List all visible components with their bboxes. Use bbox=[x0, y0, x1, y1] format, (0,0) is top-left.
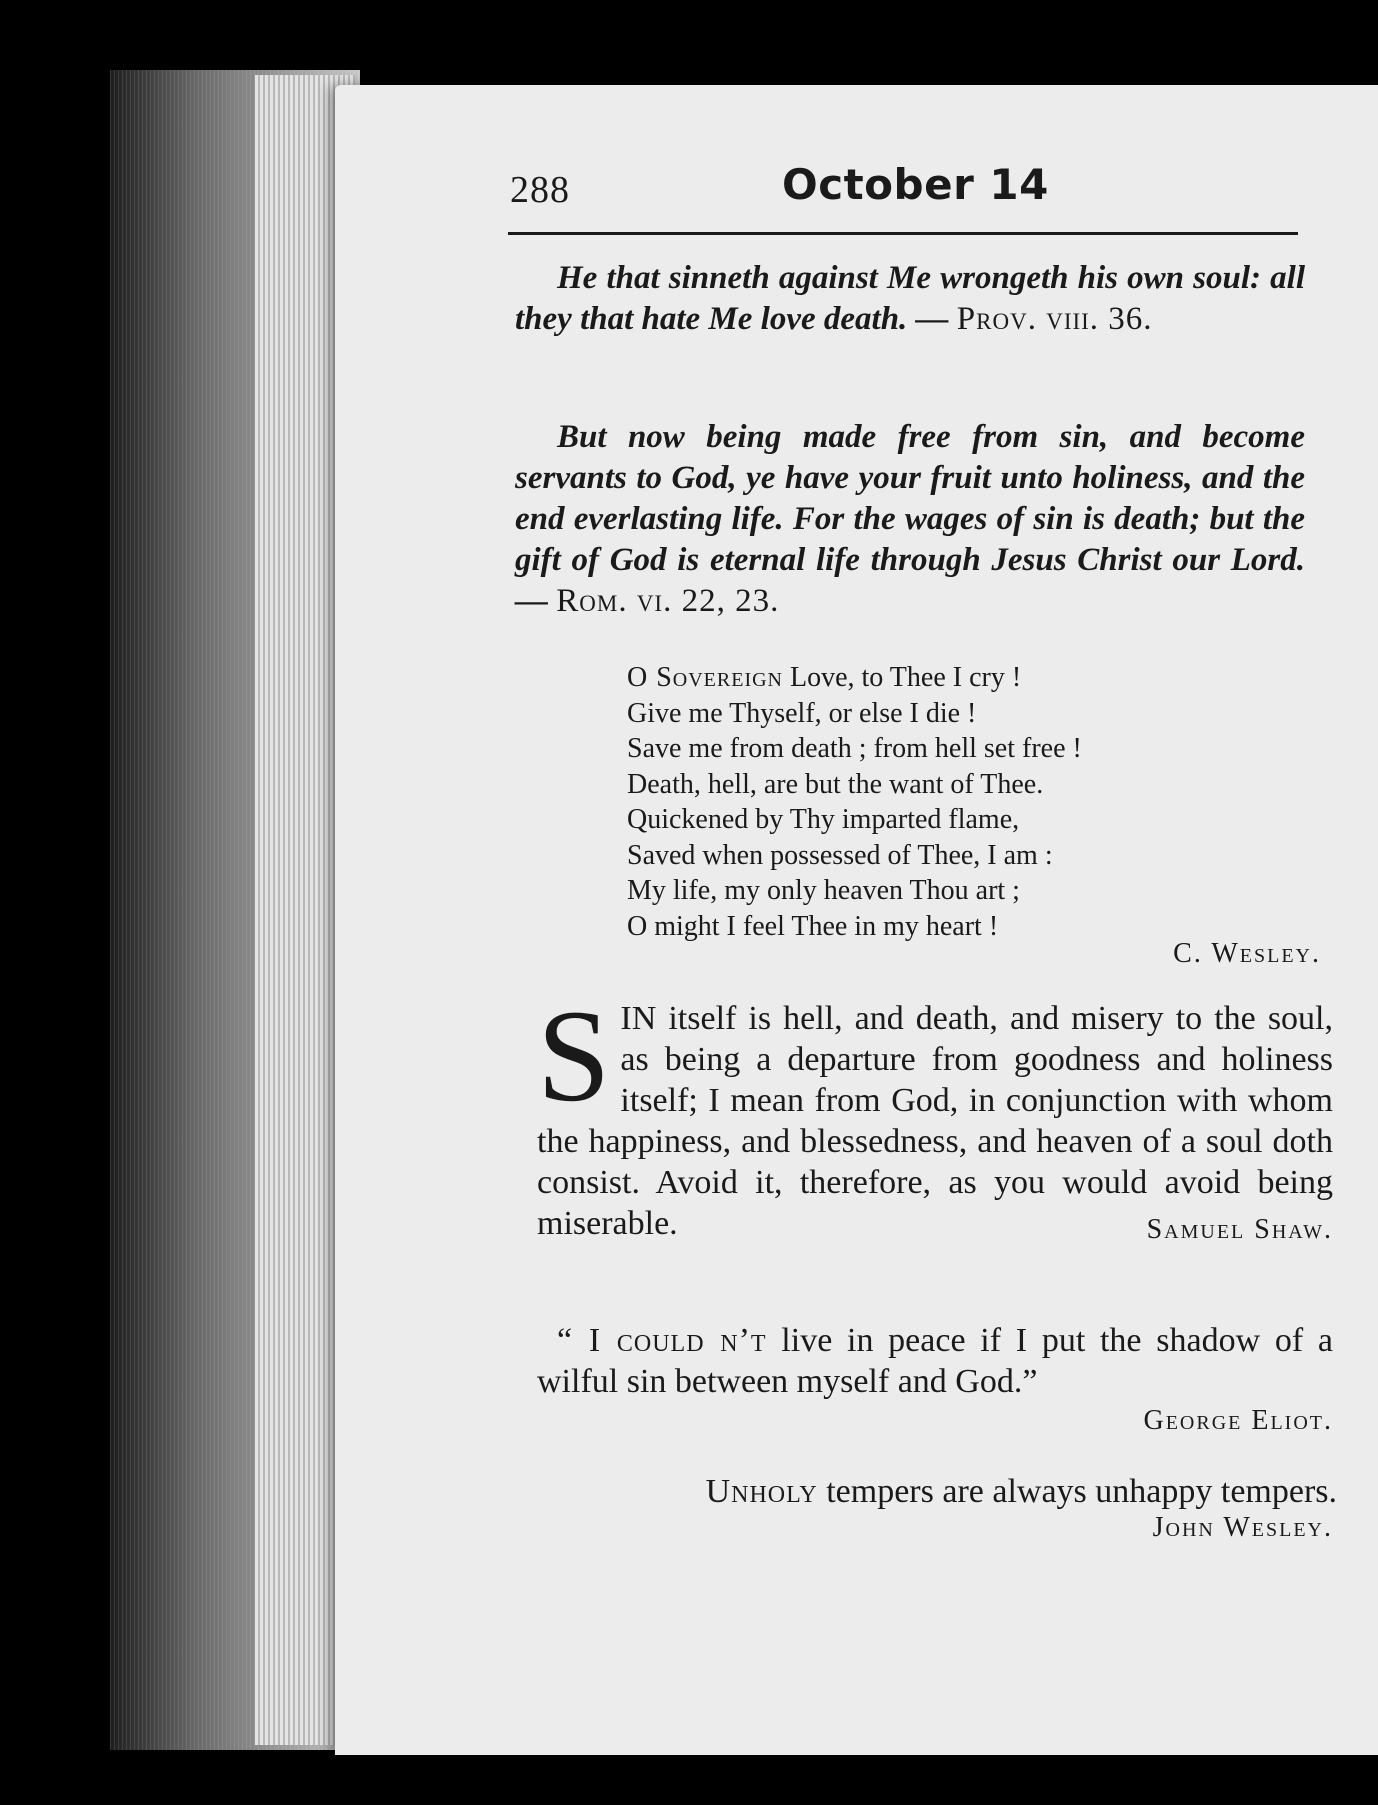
quote-first-word: “ I could n’t bbox=[557, 1322, 767, 1359]
scripture-text: He that sinneth against Me wrongeth his own soul: all they that hate Me love death. — bbox=[515, 260, 1305, 337]
quote-wesley bbox=[537, 1471, 1337, 1512]
quote-text: tempers are always unhappy tempers. bbox=[817, 1473, 1337, 1510]
poem-first-word: O Sovereign bbox=[627, 662, 783, 693]
page-number: 288 bbox=[510, 169, 570, 211]
scripture-text: But now being made free from sin, and become servants to God, ye have your fruit unto holiness, and the end everlasting life. For the wages of sin is death; but the gift of God is eternal life through Jesus Christ our Lord. — bbox=[515, 419, 1305, 619]
quote-text: IN itself is hell, and death, and misery to the soul, as being a departure from goodness and holiness itself; I mean from God, in conjunction with whom the happiness, and blessedness, and heaven of a soul doth consist. Avoid it, therefore, as you would avoid being miserable. bbox=[537, 1000, 1333, 1242]
poem-line: Saved when possessed of Thee, I am : bbox=[627, 839, 1053, 871]
quote-text: live in peace if I put the shadow of a wilful sin between myself and God.” bbox=[537, 1322, 1333, 1400]
page-header bbox=[510, 160, 1300, 220]
poem-line: Save me from death ; from hell set free ! bbox=[627, 733, 1082, 764]
poem-line: Give me Thyself, or else I die ! bbox=[627, 697, 977, 729]
poem-line: My life, my only heaven Thou art ; bbox=[627, 875, 1020, 906]
scripture-1 bbox=[515, 258, 1305, 340]
scripture-2 bbox=[515, 417, 1305, 622]
header-rule bbox=[508, 232, 1298, 235]
poem-line: O might I feel Thee in my heart ! bbox=[627, 910, 999, 942]
scripture-reference: Rom. vi. 22, 23. bbox=[556, 583, 780, 619]
quote-attribution: George Eliot. bbox=[1143, 1405, 1333, 1436]
quote-eliot bbox=[537, 1320, 1333, 1402]
hymn-verse bbox=[627, 660, 1187, 944]
drop-cap: S bbox=[537, 982, 611, 1129]
quote-shaw bbox=[537, 982, 1333, 1250]
scripture-reference: Prov. viii. 36. bbox=[956, 301, 1153, 337]
quote-attribution: Samuel Shaw. bbox=[1146, 1214, 1333, 1245]
quote-attribution: John Wesley. bbox=[1152, 1512, 1333, 1543]
poem-line: Death, hell, are but the want of Thee. bbox=[627, 768, 1044, 800]
quote-first-word: Unholy bbox=[705, 1473, 818, 1510]
page-title: October 14 bbox=[782, 160, 1049, 209]
poem-line: Quickened by Thy imparted flame, bbox=[627, 804, 1020, 835]
poem-line: O Sovereign Love, to Thee I cry ! bbox=[627, 662, 1022, 693]
poem-attribution: C. Wesley. bbox=[1173, 938, 1321, 969]
